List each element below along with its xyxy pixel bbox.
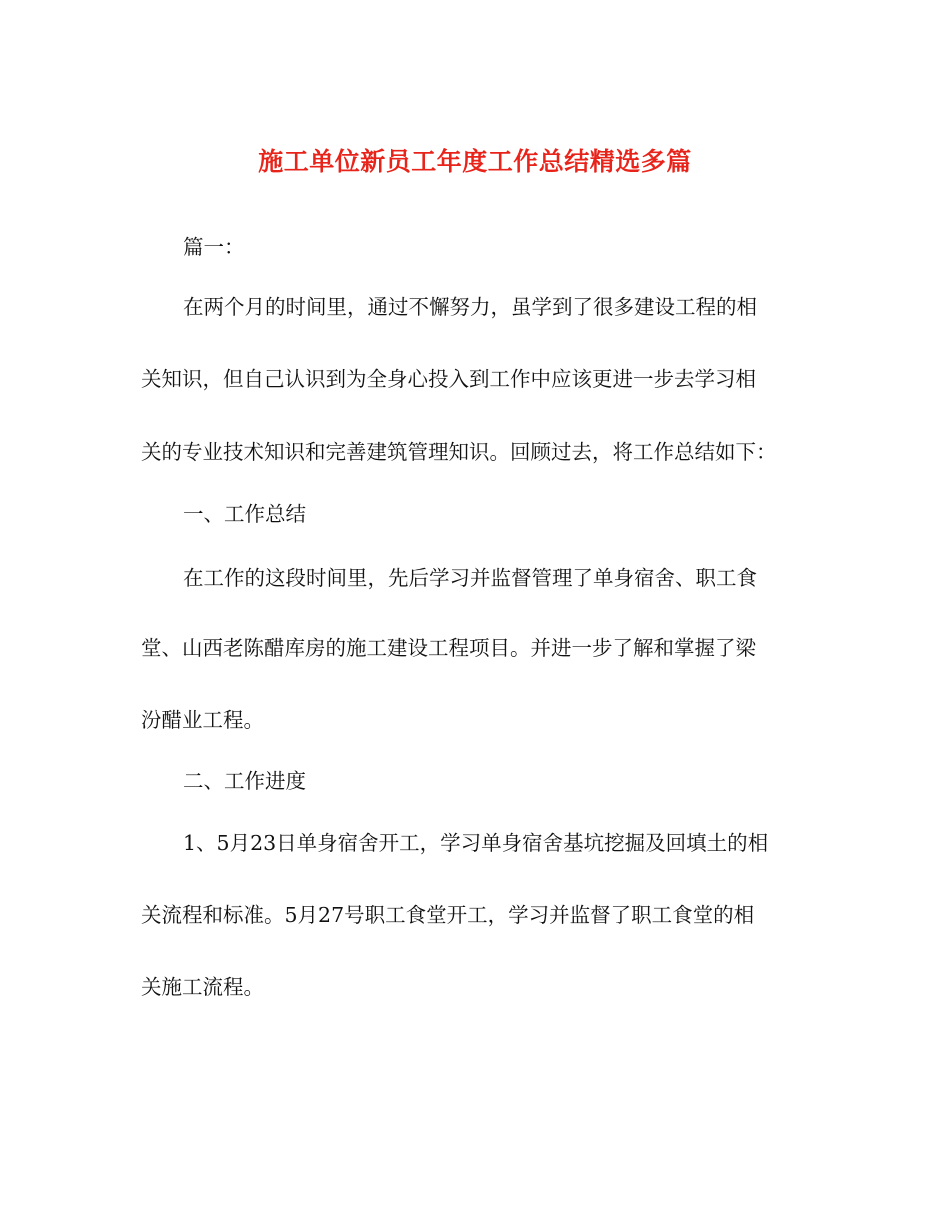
paragraph-line: 1、5月23日单身宿舍开工，学习单身宿舍基坑挖掘及回填土的相	[183, 831, 769, 855]
paragraph-line: 关的专业技术知识和完善建筑管理知识。回顾过去，将工作总结如下：	[141, 440, 777, 464]
section-heading-work-summary: 一、工作总结	[183, 502, 306, 526]
paragraph-line: 在工作的这段时间里，先后学习并监督管理了单身宿舍、职工食	[183, 566, 757, 590]
paragraph-line: 堂、山西老陈醋库房的施工建设工程项目。并进一步了解和掌握了梁	[141, 636, 756, 660]
paragraph-line: 关施工流程。	[141, 975, 264, 999]
document-title: 施工单位新员工年度工作总结精选多篇	[258, 147, 692, 176]
paragraph-line: 在两个月的时间里，通过不懈努力，虽学到了很多建设工程的相	[183, 295, 757, 319]
paragraph-line: 关知识，但自己认识到为全身心投入到工作中应该更进一步去学习相	[141, 367, 756, 391]
paragraph-line: 关流程和标准。5月27号职工食堂开工，学习并监督了职工食堂的相	[141, 903, 755, 927]
paragraph-line: 汾醋业工程。	[141, 708, 264, 732]
section-label-part-one: 篇一：	[183, 235, 245, 259]
section-heading-work-progress: 二、工作进度	[183, 769, 306, 793]
